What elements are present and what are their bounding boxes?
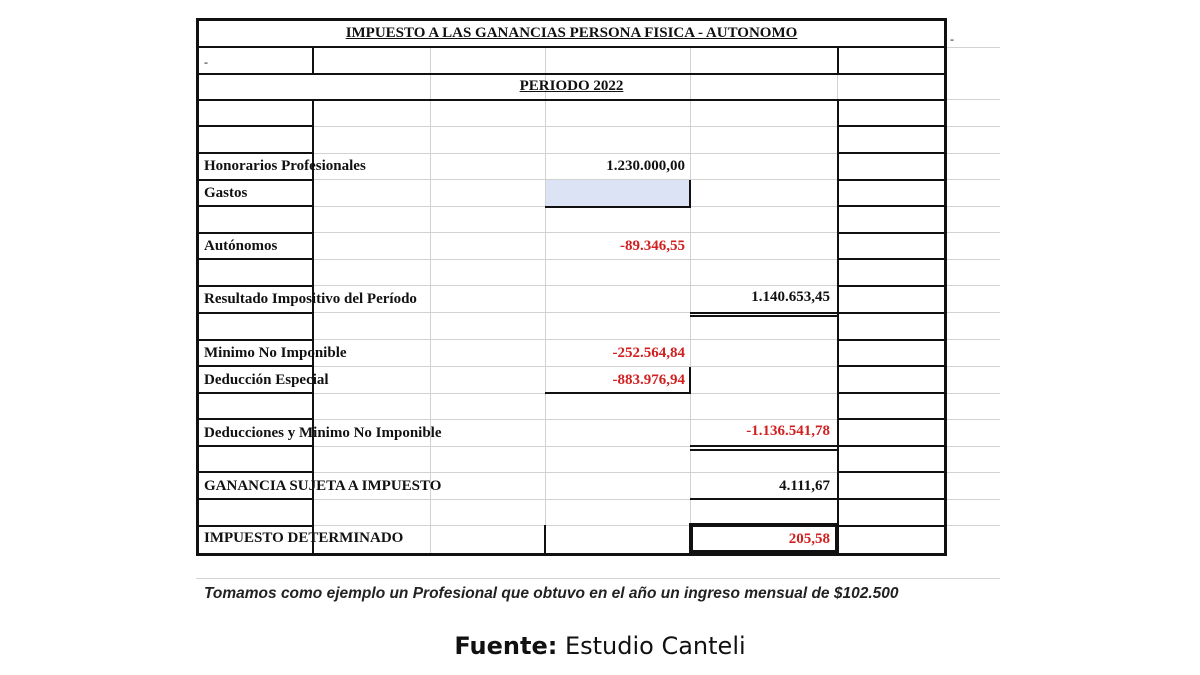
dash-mark: - xyxy=(204,55,208,69)
minimo-label: Minimo No Imponible xyxy=(204,345,347,361)
impuesto-value: 205,58 xyxy=(788,531,830,547)
resultado-value: 1.140.653,45 xyxy=(751,289,830,305)
gastos-label: Gastos xyxy=(204,185,248,201)
source-caption xyxy=(0,632,1200,660)
honorarios-label: Honorarios Profesionales xyxy=(204,158,366,174)
ganancia-value: 4.111,67 xyxy=(779,478,830,494)
source-name: Estudio Canteli xyxy=(557,632,746,660)
autonomos-label: Autónomos xyxy=(204,238,278,254)
deduccion-label: Deducción Especial xyxy=(204,372,329,388)
resultado-label: Resultado Impositivo del Período xyxy=(204,291,417,307)
honorarios-value: 1.230.000,00 xyxy=(606,158,685,174)
footnote: Tomamos como ejemplo un Profesional que obtuvo en el año un ingreso mensual de $102.500 xyxy=(204,585,899,602)
period-title: PERIODO 2022 xyxy=(519,78,624,94)
minimo-value: -252.564,84 xyxy=(612,345,685,361)
gastos-value-cell[interactable] xyxy=(546,180,689,206)
autonomos-value: -89.346,55 xyxy=(620,238,685,254)
dash-mark-right: - xyxy=(950,32,954,46)
sheet-title: IMPUESTO A LAS GANANCIAS PERSONA FISICA - AUTONOMO xyxy=(345,25,798,41)
deducciones-total-value: -1.136.541,78 xyxy=(746,423,830,439)
source-prefix: Fuente: xyxy=(454,632,558,660)
ganancia-label: GANANCIA SUJETA A IMPUESTO xyxy=(204,478,442,494)
impuesto-label: IMPUESTO DETERMINADO xyxy=(204,530,404,546)
deducciones-total-label: Deducciones y Minimo No Imponible xyxy=(204,425,442,441)
deduccion-value: -883.976,94 xyxy=(612,372,685,388)
